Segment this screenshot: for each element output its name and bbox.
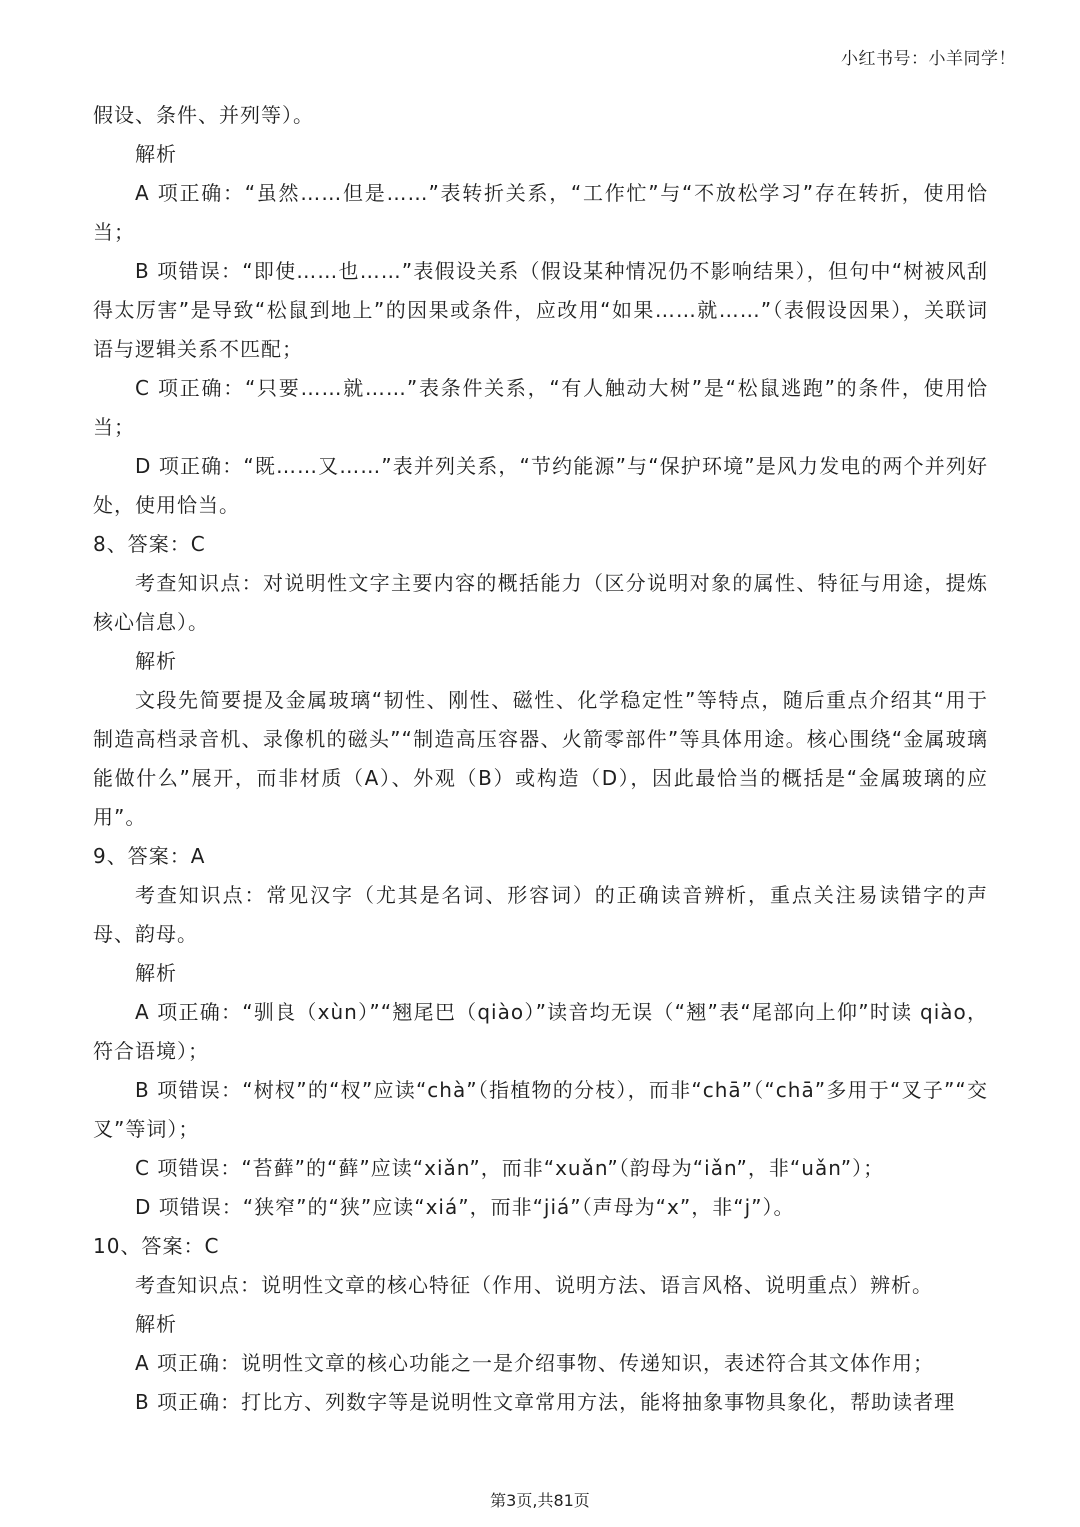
paragraph-continuation: 假设、条件、并列等）。 [93, 103, 314, 127]
paragraph-option-d: D 项错误：“狭窄”的“狭”应读“xiá”，而非“jiá”（声母为“x”，非“j”）。 [135, 1195, 795, 1219]
answer-heading-9: 9、答案：A [93, 844, 206, 868]
paragraph-option-d: D 项正确：“既……又……”表并列关系，“节约能源”与“保护环境”是风力发电的两个并列好处，使用恰当。 [93, 454, 988, 517]
answer-heading-8: 8、答案：C [93, 532, 206, 556]
page-number: 第3页,共81页 [490, 1491, 590, 1510]
paragraph-option-b: B 项错误：“即使……也……”表假设关系（假设某种情况仍不影响结果），但句中“树被风刮得太厉害”是导致“松鼠到地上”的因果或条件，应改用“如果……就……”（表假设因果），关联词语与逻辑关系不匹配； [93, 259, 988, 361]
answer-heading-10: 10、答案：C [93, 1234, 220, 1258]
knowledge-point-8: 考查知识点：对说明性文字主要内容的概括能力（区分说明对象的属性、特征与用途，提炼核心信息）。 [93, 571, 988, 634]
document-body [93, 96, 988, 1422]
analysis-heading: 解析 [135, 649, 177, 673]
knowledge-point-9: 考查知识点：常见汉字（尤其是名词、形容词）的正确读音辨析，重点关注易读错字的声母、韵母。 [93, 883, 988, 946]
knowledge-point-10: 考查知识点：说明性文章的核心特征（作用、说明方法、语言风格、说明重点）辨析。 [135, 1273, 933, 1297]
watermark-text: 小红书号：小羊同学！ [841, 49, 1016, 69]
analysis-heading: 解析 [135, 1312, 177, 1336]
paragraph-option-a: A 项正确：“虽然……但是……”表转折关系，“工作忙”与“不放松学习”存在转折，使用恰当； [93, 181, 988, 244]
analysis-text-8: 文段先简要提及金属玻璃“韧性、刚性、磁性、化学稳定性”等特点，随后重点介绍其“用于制造高档录音机、录像机的磁头”“制造高压容器、火箭零部件”等具体用途。核心围绕“金属玻璃能做什么”展开，而非材质（A）、外观（B）或构造（D），因此最恰当的概括是“金属玻璃的应用”。 [93, 688, 988, 829]
analysis-heading: 解析 [135, 961, 177, 985]
paragraph-option-b: B 项正确：打比方、列数字等是说明性文章常用方法，能将抽象事物具象化，帮助读者理 [135, 1390, 956, 1414]
paragraph-option-a: A 项正确：“驯良（xùn）”“翘尾巴（qiào）”读音均无误（“翘”表“尾部向上仰”时读 qiào，符合语境）； [93, 1000, 988, 1063]
paragraph-option-b: B 项错误：“树杈”的“杈”应读“chà”（指植物的分枝），而非“chā”（“chā”多用于“叉子”“交叉”等词）； [93, 1078, 988, 1141]
paragraph-option-c: C 项正确：“只要……就……”表条件关系，“有人触动大树”是“松鼠逃跑”的条件，使用恰当； [93, 376, 988, 439]
analysis-heading: 解析 [135, 142, 177, 166]
paragraph-option-a: A 项正确：说明性文章的核心功能之一是介绍事物、传递知识，表述符合其文体作用； [135, 1351, 935, 1375]
paragraph-option-c: C 项错误：“苔藓”的“藓”应读“xiǎn”，而非“xuǎn”（韵母为“iǎn”，非“uǎn”）； [135, 1156, 885, 1180]
